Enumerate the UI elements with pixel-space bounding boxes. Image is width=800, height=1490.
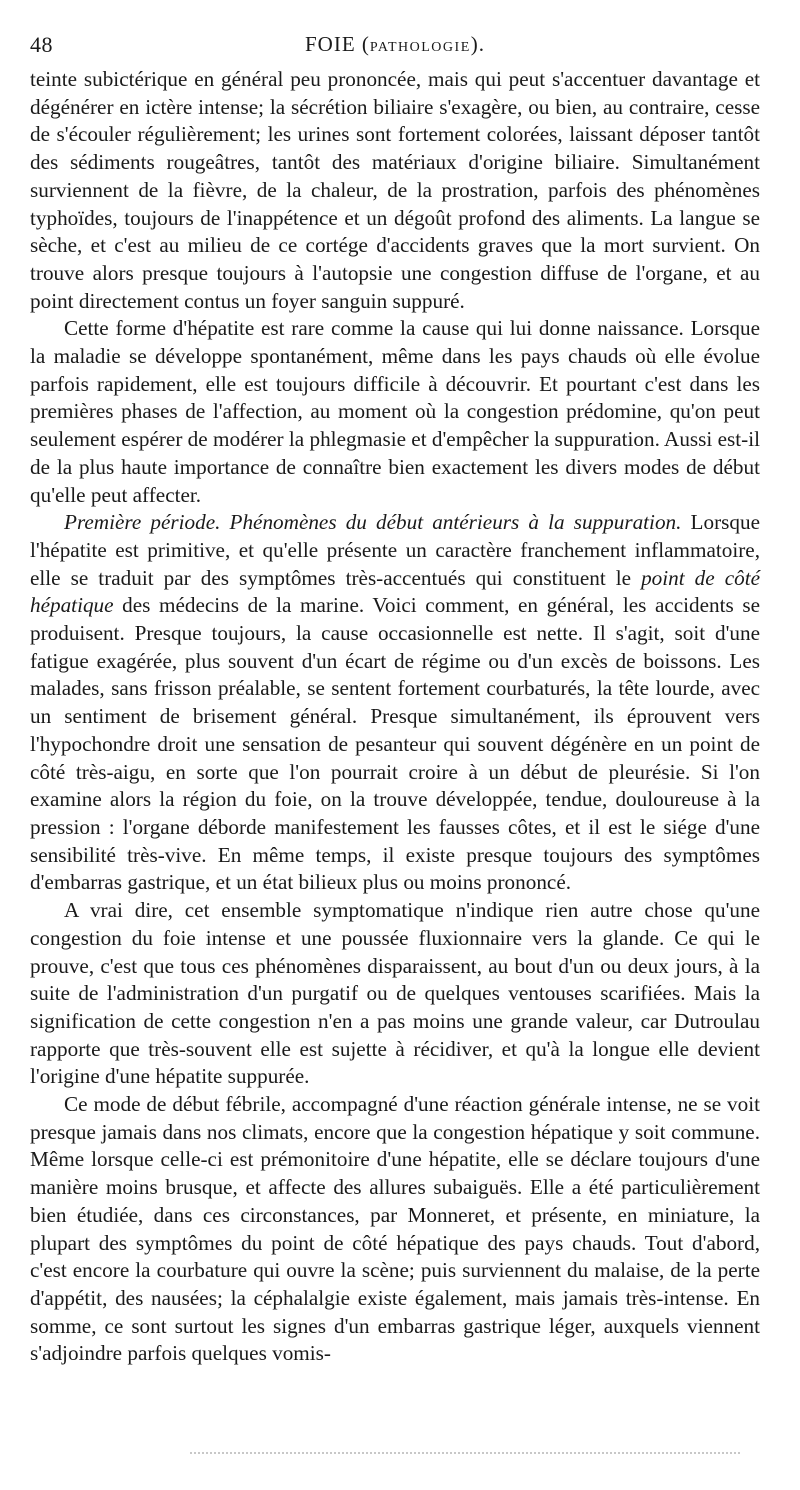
paragraph-premiere-periode [30,509,760,897]
running-title-main: FOIE [305,32,356,56]
running-title-open: ( [355,32,370,56]
paragraph-a-vrai-dire: A vrai dire, cet ensemble symptomatique n'indique rien autre chose qu'une congestion du foie intense et une poussée fluxionnaire vers la glande. Ce qui le prouve, c'est que tous ces phénomènes disparaissent, au bout d'un ou deux jours, à la suite de l'administration d'un purgatif ou de quelques ventouses scarifiées. Mais la signification de cette congestion n'en a pas moins une grande valeur, car Dutroulau rapporte que très-souvent elle est sujette à récidiver, et qu'à la longue elle devient l'origine d'une hépatite suppurée. [30,898,760,1089]
running-title-close: ). [470,32,485,56]
running-title-sub: PATHOLOGIE [369,40,471,55]
bottom-dotted-rule [190,1452,740,1454]
section-heading-premiere-periode: Première période. Phénomènes du début antérieurs à la suppuration. [64,510,682,535]
term-point-de-cote-hepatique: point de côté hépatique [30,565,760,618]
paragraph-premiere-periode-text-b: des médecins de la marine. Voici comment, en général, les accidents se produisent. Presque toujours, la cause occasionnelle est nette. Il s'agit, soit d'une fatigue exagérée, plus souvent d'un écart de régime ou d'un excès de boissons. Les malades, sans frisson préalable, se sentent fortement courbaturés, la tête lourde, avec un sentiment de brisement général. Presque simultanément, ils éprouvent vers l'hypochondre droit une sensation de pesanteur qui souvent dégénère en un point de côté très-aigu, en sorte que l'on pourrait croire à un début de pleurésie. Si l'on examine alors la région du foie, on la trouve développée, tendue, douloureuse à la pression : l'organe déborde manifestement les fausses côtes, et il est le siége d'une sensibilité très-vive. En même temps, il existe presque toujours des symptômes d'embarras gastrique, et un état bilieux plus ou moins prononcé. [30,593,760,895]
paragraph-hepatite-rare: Cette forme d'hépatite est rare comme la cause qui lui donne naissance. Lorsque la maladie se développe spontanément, même dans les pays chauds où elle évolue parfois rapidement, elle est toujours difficile à découvrir. Et pourtant c'est dans les premières phases de l'affection, au moment où la congestion prédomine, qu'on peut seulement espérer de modérer la phlegmasie et d'empêcher la suppuration. Aussi est-il de la plus haute importance de connaître bien exactement les divers modes de début qu'elle peut affecter. [30,316,760,507]
page-number: 48 [30,32,53,57]
paragraph-premiere-periode-text-a: Lorsque l'hépatite est primitive, et qu'elle présente un caractère franchement inflammatoire, elle se traduit par des symptômes très-accentués qui constituent le [30,510,760,590]
body-text [30,66,760,1368]
running-head [30,28,760,62]
running-title [30,32,760,57]
paragraph-mode-de-debut: Ce mode de début fébrile, accompagné d'une réaction générale intense, ne se voit presque jamais dans nos climats, encore que la congestion hépatique y soit commune. Même lorsque celle-ci est prémonitoire d'une hépatite, elle se déclare toujours d'une manière moins brusque, et affecte des allures subaiguës. Elle a été particulièrement bien étudiée, dans ces circonstances, par Monneret, et présente, en miniature, la plupart des symptômes du point de côté hépatique des pays chauds. Tout d'abord, c'est encore la courbature qui ouvre la scène; puis surviennent du malaise, de la perte d'appétit, des nausées; la céphalalgie existe également, mais jamais très-intense. En somme, ce sont surtout les signes d'un embarras gastrique léger, auxquels viennent s'adjoindre parfois quelques vomis- [30,1092,760,1366]
paragraph-continued: teinte subictérique en général peu prononcée, mais qui peut s'accentuer davantage et dégénérer en ictère intense; la sécrétion biliaire s'exagère, ou bien, au contraire, cesse de s'écouler régulièrement; les urines sont fortement colorées, laissant déposer tantôt des sédiments rougeâtres, tantôt des matériaux d'origine biliaire. Simultanément surviennent de la fièvre, de la chaleur, de la prostration, parfois des phénomènes typhoïdes, toujours de l'inappétence et un dégoût profond des aliments. La langue se sèche, et c'est au milieu de ce cortége d'accidents graves que la mort survient. On trouve alors presque toujours à l'autopsie une congestion diffuse de l'organe, et au point directement contus un foyer sanguin suppuré. [30,67,760,313]
